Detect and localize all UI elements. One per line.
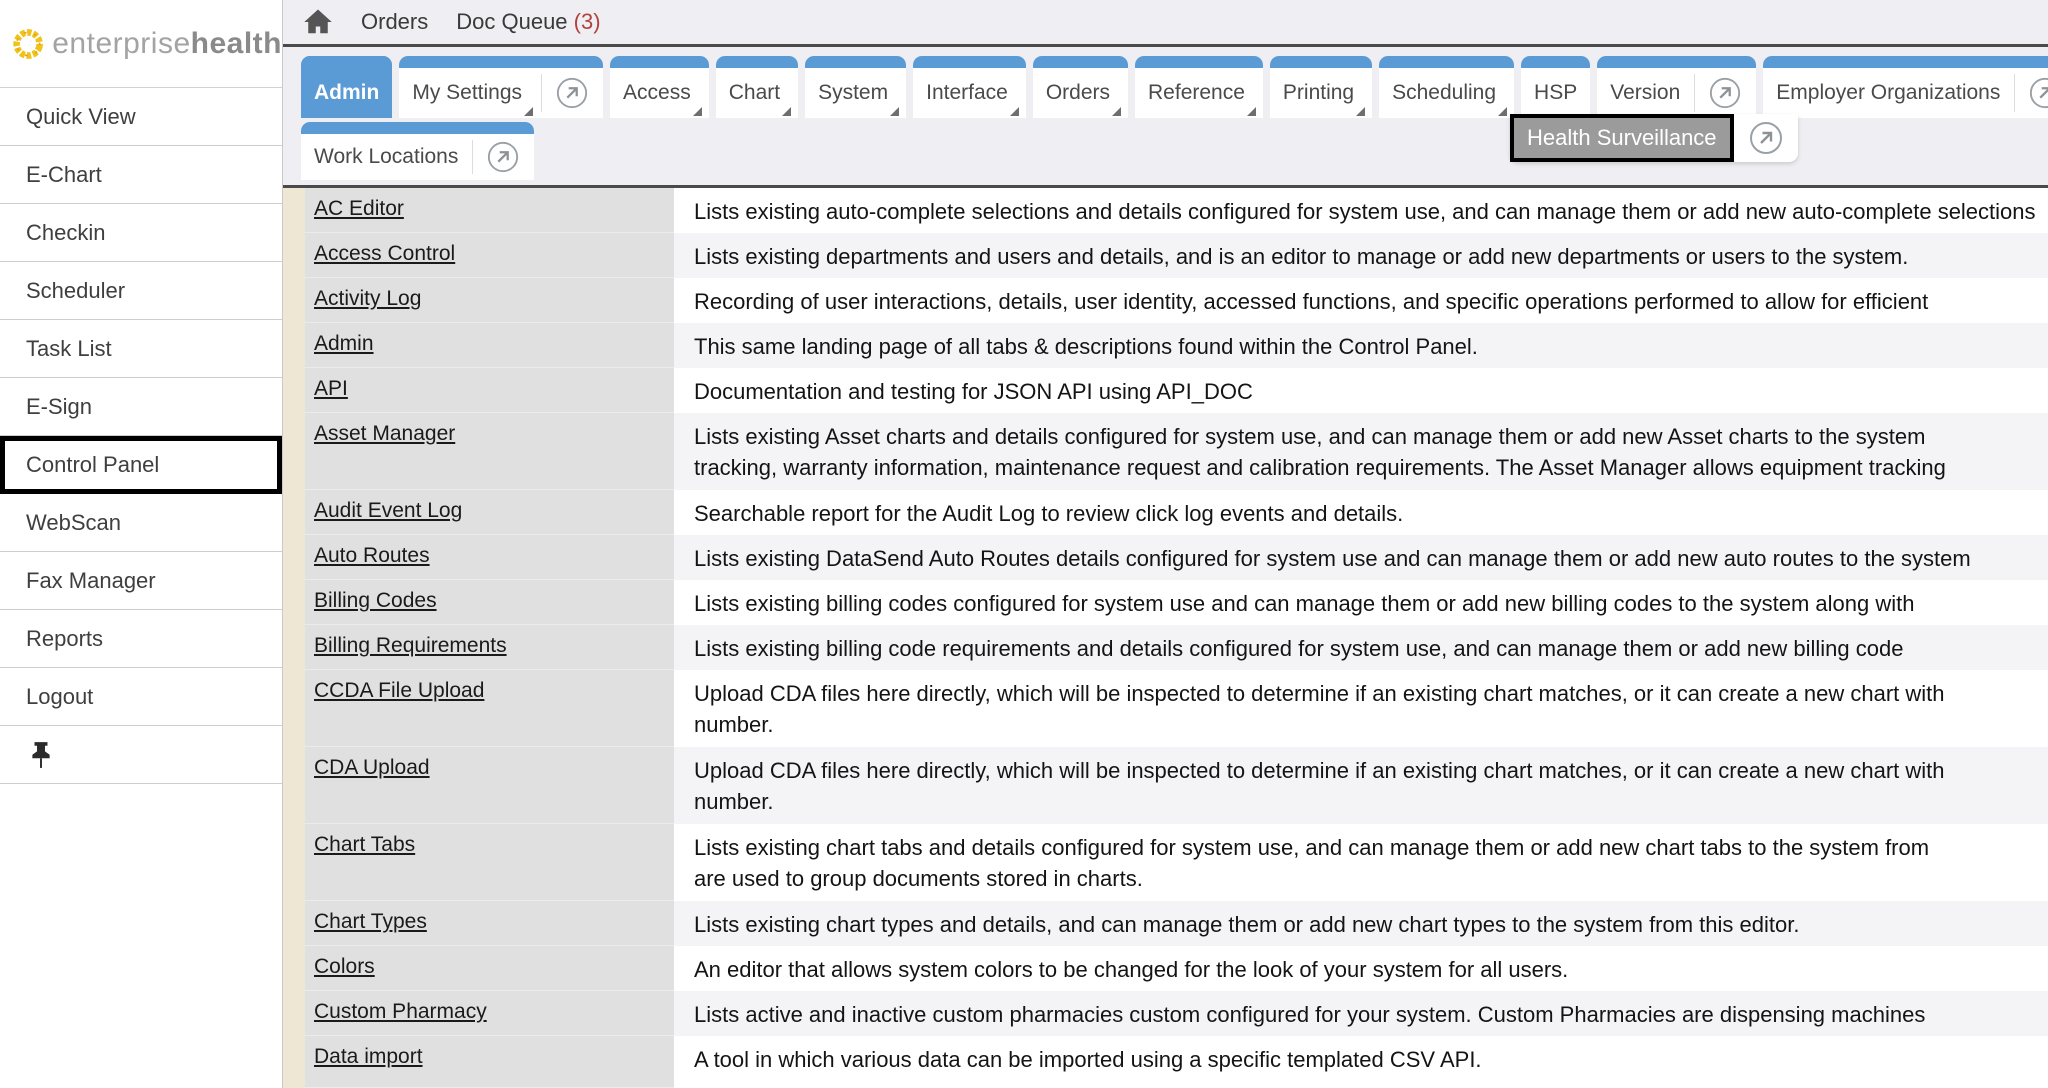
sidebar-item-label: Reports	[26, 625, 104, 651]
tab-bar-row-1	[301, 56, 2048, 118]
sidebar-item-label: Checkin	[26, 219, 106, 245]
tab-label: Chart	[728, 81, 781, 104]
table-link-chart-tabs[interactable]: Chart Tabs	[314, 833, 416, 856]
table-link-custom-pharmacy[interactable]: Custom Pharmacy	[314, 1000, 487, 1023]
tab-label: Reference	[1148, 81, 1245, 104]
dropdown-caret-icon	[1356, 107, 1365, 116]
table-link-billing-codes[interactable]: Billing Codes	[314, 589, 437, 612]
logo	[0, 0, 282, 88]
table-link-cell	[305, 368, 674, 413]
table-link-cell	[305, 991, 674, 1036]
logo-ring-icon	[10, 11, 46, 77]
arrow-up-right-circle-icon[interactable]	[485, 139, 521, 175]
logo-wordmark	[52, 27, 282, 61]
table-row	[305, 535, 2048, 580]
description-line: Lists existing billing code requirements and details configured for system use, and can manage them or add new billing code	[694, 636, 1904, 661]
tab-label: System	[818, 81, 889, 104]
tab-interface[interactable]	[913, 56, 1026, 118]
sidebar-pin-toggle[interactable]	[0, 726, 282, 784]
table-row	[305, 490, 2048, 535]
description-line: are used to group documents stored in charts.	[694, 866, 1143, 891]
description-line: A tool in which various data can be imported using a specific templated CSV API.	[694, 1047, 1482, 1072]
sidebar-item-label: Control Panel	[26, 452, 160, 477]
doc-queue-count-badge: (3)	[573, 9, 601, 34]
description-line: Lists existing chart types and details, and can manage them or add new chart types to the system from this editor.	[694, 912, 1800, 937]
table-link-cell	[305, 323, 674, 368]
table-row	[305, 188, 2048, 233]
table-link-cell	[305, 233, 674, 278]
arrow-up-right-circle-icon[interactable]	[1707, 75, 1743, 111]
dropdown-caret-icon	[1498, 107, 1507, 116]
tab-label: Work Locations	[314, 145, 459, 168]
sidebar-item-label: Scheduler	[26, 277, 126, 303]
table-row	[305, 991, 2048, 1036]
description-line: Upload CDA files here directly, which will be inspected to determine if an existing chart matches, or it can create a new chart with	[694, 681, 1945, 706]
logo-word-enterprise: enterprise	[52, 26, 191, 60]
tab-stripe	[301, 56, 392, 68]
dropdown-caret-icon	[1010, 107, 1019, 116]
table-description	[674, 278, 2048, 323]
table-description	[674, 824, 2048, 901]
table-row	[305, 670, 2048, 747]
description-line: Lists active and inactive custom pharmacies custom configured for your system. Custom Pharmacies are dispensing machines	[694, 1002, 1926, 1027]
table-link-cell	[305, 824, 674, 901]
description-line: Lists existing chart tabs and details configured for system use, and can manage them or add new chart tabs to the system from	[694, 835, 1930, 860]
table-row	[305, 413, 2048, 490]
table-link-chart-types[interactable]: Chart Types	[314, 910, 427, 933]
tab-divider	[1694, 74, 1695, 112]
tab-label: Interface	[926, 81, 1008, 104]
table-row	[305, 625, 2048, 670]
table-link-cell	[305, 670, 674, 747]
table-row	[305, 323, 2048, 368]
tab-label: HSP	[1534, 81, 1578, 104]
tab-stripe	[399, 56, 603, 68]
table-link-data-import[interactable]: Data import	[314, 1045, 423, 1068]
breadcrumb-bar	[283, 0, 2048, 47]
tab-divider	[472, 140, 473, 174]
arrow-up-right-circle-icon[interactable]	[1734, 114, 1798, 162]
table-row	[305, 368, 2048, 413]
table-description	[674, 535, 2048, 580]
tab-my-settings[interactable]	[399, 56, 603, 118]
table-row	[305, 1036, 2048, 1088]
table-link-admin[interactable]: Admin	[314, 332, 374, 355]
sidebar-item-label: E-Sign	[26, 393, 93, 419]
table-description	[674, 233, 2048, 278]
table-link-cell	[305, 535, 674, 580]
table-link-ac-editor[interactable]: AC Editor	[314, 197, 404, 220]
tab-stripe	[716, 56, 798, 68]
table-link-api[interactable]: API	[314, 377, 348, 400]
table-link-activity-log[interactable]: Activity Log	[314, 287, 422, 310]
description-line: Searchable report for the Audit Log to review click log events and details.	[694, 501, 1404, 526]
sidebar-item-scheduler[interactable]	[0, 262, 282, 320]
table-description	[674, 368, 2048, 413]
control-panel-table	[283, 185, 2048, 1088]
table-description	[674, 901, 2048, 946]
table-description	[674, 625, 2048, 670]
table-left-accent-strip	[283, 188, 305, 1088]
dropdown-caret-icon	[693, 107, 702, 116]
tab-stripe	[1597, 56, 1756, 68]
tab-stripe	[1270, 56, 1372, 68]
tab-reference[interactable]	[1135, 56, 1263, 118]
description-line: Lists existing DataSend Auto Routes details configured for system use and can manage them or add new auto routes to the system	[694, 546, 1971, 571]
breadcrumb-orders[interactable]: Orders	[361, 9, 429, 34]
tab-scheduling[interactable]	[1379, 56, 1514, 118]
table-row	[305, 946, 2048, 991]
tab-label: Access	[623, 81, 691, 104]
tab-version[interactable]	[1597, 56, 1756, 118]
table-body	[305, 188, 2048, 1088]
tab-stripe	[1763, 56, 2048, 68]
tab-system[interactable]	[805, 56, 906, 118]
table-link-access-control[interactable]: Access Control	[314, 242, 456, 265]
table-row	[305, 901, 2048, 946]
tab-stripe	[1033, 56, 1128, 68]
pushpin-icon	[28, 741, 54, 769]
sidebar-item-webscan[interactable]	[0, 494, 282, 552]
home-icon[interactable]	[303, 8, 333, 36]
sidebar-item-label: Fax Manager	[26, 567, 156, 593]
tab-employer-organizations[interactable]	[1763, 56, 2048, 118]
description-line: Upload CDA files here directly, which will be inspected to determine if an existing chart matches, or it can create a new chart with	[694, 758, 1945, 783]
main-area	[283, 0, 2048, 1088]
dropdown-caret-icon	[1112, 107, 1121, 116]
table-link-ccda-file-upload[interactable]: CCDA File Upload	[314, 679, 485, 702]
menu-item-health-surveillance[interactable]	[1510, 114, 1734, 162]
tab-label: Orders	[1045, 81, 1111, 104]
table-link-cell	[305, 747, 674, 824]
sidebar-item-e-chart[interactable]	[0, 146, 282, 204]
table-link-cell	[305, 278, 674, 323]
tab-hsp[interactable]	[1521, 56, 1590, 118]
sidebar-item-label: WebScan	[26, 509, 121, 535]
sidebar-item-reports[interactable]	[0, 610, 282, 668]
tab-label: Printing	[1282, 81, 1355, 104]
table-link-asset-manager[interactable]: Asset Manager	[314, 422, 456, 445]
description-line: Lists existing billing codes configured for system use and can manage them or add new billing codes to the system along with	[694, 591, 1915, 616]
table-link-cell	[305, 188, 674, 233]
table-description	[674, 580, 2048, 625]
description-line: tracking, warranty information, maintenance request and calibration requirements. The Asset Manager allows equipment tracking	[694, 455, 1946, 480]
sidebar-item-quick-view[interactable]	[0, 88, 282, 146]
tab-label: Admin	[314, 81, 380, 104]
tab-orders[interactable]	[1033, 56, 1128, 118]
tab-stripe	[1135, 56, 1263, 68]
description-line: number.	[694, 712, 774, 737]
table-link-cell	[305, 1036, 674, 1088]
dropdown-caret-icon	[890, 107, 899, 116]
tab-label: Employer Organizations	[1776, 81, 2001, 104]
tab-stripe	[805, 56, 906, 68]
tab-divider	[541, 74, 542, 112]
breadcrumb-doc-queue[interactable]	[456, 9, 600, 35]
tab-divider	[2014, 74, 2015, 112]
table-description	[674, 991, 2048, 1036]
table-link-cell	[305, 946, 674, 991]
table-description	[674, 188, 2048, 233]
table-row	[305, 580, 2048, 625]
version-dropdown-menu	[1510, 114, 1798, 162]
dropdown-caret-icon	[782, 107, 791, 116]
sidebar-item-fax-manager[interactable]	[0, 552, 282, 610]
dropdown-caret-icon	[524, 107, 533, 116]
table-description	[674, 490, 2048, 535]
table-link-cell	[305, 625, 674, 670]
doc-queue-label: Doc Queue	[456, 9, 568, 34]
description-line: An editor that allows system colors to be changed for the look of your system for all users.	[694, 957, 1569, 982]
description-line: Lists existing departments and users and details, and is an editor to manage or add new departments or users to the system.	[694, 244, 1909, 269]
description-line: Recording of user interactions, details, user identity, accessed functions, and specific operations performed to allow for efficient	[694, 289, 1929, 314]
tab-label: Scheduling	[1392, 81, 1497, 104]
tab-access[interactable]	[610, 56, 709, 118]
description-line: Lists existing auto-complete selections and details configured for system use, and can manage them or add new auto-complete selections	[694, 199, 2036, 224]
table-link-cell	[305, 901, 674, 946]
sidebar	[0, 0, 283, 1088]
tab-stripe	[301, 122, 534, 134]
tab-stripe	[610, 56, 709, 68]
arrow-up-right-circle-icon[interactable]	[554, 75, 590, 111]
tab-chart[interactable]	[716, 56, 798, 118]
tab-stripe	[1521, 56, 1590, 68]
table-description	[674, 670, 2048, 747]
table-link-cda-upload[interactable]: CDA Upload	[314, 756, 430, 779]
menu-item-label: Health Surveillance	[1527, 125, 1717, 150]
logo-word-health: health	[190, 26, 282, 60]
dropdown-caret-icon	[1247, 107, 1256, 116]
sidebar-item-label: Logout	[26, 683, 94, 709]
tab-stripe	[1379, 56, 1514, 68]
sidebar-item-logout[interactable]	[0, 668, 282, 726]
table-link-cell	[305, 490, 674, 535]
table-row	[305, 747, 2048, 824]
tab-stripe	[913, 56, 1026, 68]
sidebar-item-label: Quick View	[26, 103, 136, 129]
table-row	[305, 278, 2048, 323]
table-link-audit-event-log[interactable]: Audit Event Log	[314, 499, 463, 522]
arrow-up-right-circle-icon[interactable]	[2027, 75, 2048, 111]
description-line: Lists existing Asset charts and details configured for system use, and can manage them or add new Asset charts to the system	[694, 424, 1926, 449]
sidebar-item-label: E-Chart	[26, 161, 102, 187]
table-description	[674, 946, 2048, 991]
table-link-auto-routes[interactable]: Auto Routes	[314, 544, 430, 567]
description-line: Documentation and testing for JSON API using API_DOC	[694, 379, 1253, 404]
sidebar-item-label: Task List	[26, 335, 112, 361]
tab-label: My Settings	[412, 81, 523, 104]
table-link-billing-requirements[interactable]: Billing Requirements	[314, 634, 507, 657]
table-link-cell	[305, 580, 674, 625]
tab-admin[interactable]	[301, 56, 392, 118]
tab-printing[interactable]	[1270, 56, 1372, 118]
table-link-cell	[305, 413, 674, 490]
tab-label: Version	[1610, 81, 1681, 104]
description-line: This same landing page of all tabs & descriptions found within the Control Panel.	[694, 334, 1478, 359]
table-description	[674, 323, 2048, 368]
table-row	[305, 824, 2048, 901]
description-line: number.	[694, 789, 774, 814]
sidebar-item-task-list[interactable]	[0, 320, 282, 378]
table-description	[674, 747, 2048, 824]
table-row	[305, 233, 2048, 278]
sidebar-item-control-panel[interactable]	[0, 436, 282, 494]
table-link-colors[interactable]: Colors	[314, 955, 375, 978]
tab-work-locations[interactable]	[301, 122, 534, 180]
sidebar-item-e-sign[interactable]	[0, 378, 282, 436]
table-description	[674, 1036, 2048, 1088]
table-description	[674, 413, 2048, 490]
sidebar-item-checkin[interactable]	[0, 204, 282, 262]
